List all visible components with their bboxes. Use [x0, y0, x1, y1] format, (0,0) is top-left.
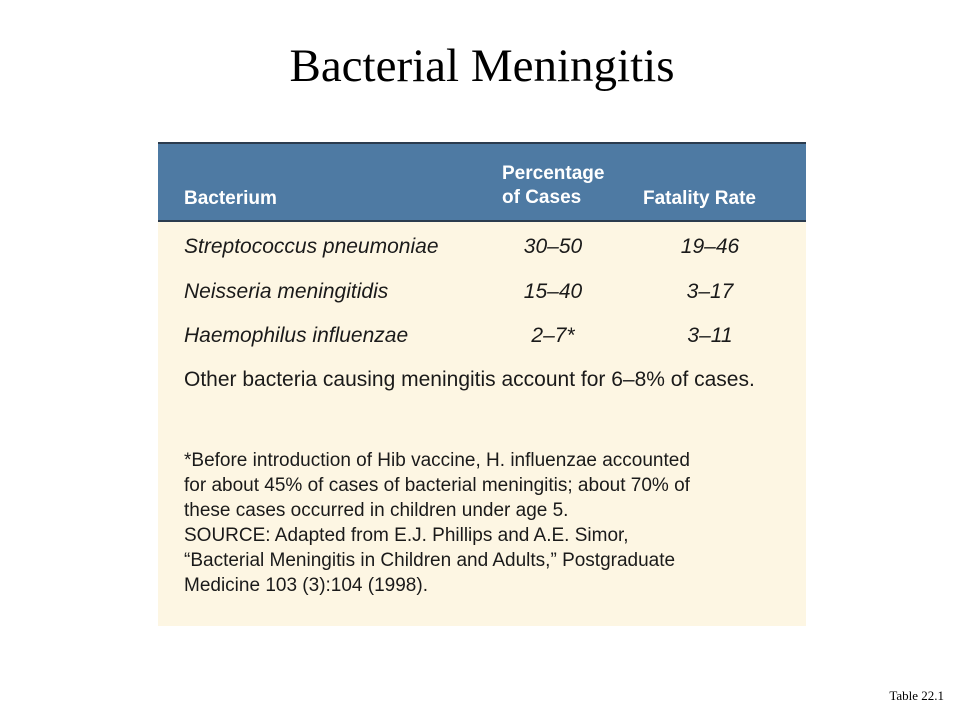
header-percentage-line2: of Cases [502, 187, 582, 208]
footnote-line: SOURCE: Adapted from E.J. Phillips and A.E. Simor, [184, 525, 629, 546]
cell-bacterium: Streptococcus pneumoniae [184, 235, 439, 258]
header-percentage-line1: Percentage [502, 163, 605, 184]
other-bacteria-note: Other bacteria causing meningitis account for 6–8% of cases. [184, 368, 755, 391]
cell-percentage: 30–50 [523, 235, 583, 258]
footnote-line: these cases occurred in children under age 5. [184, 500, 569, 521]
slide-title: Bacterial Meningitis [289, 40, 675, 92]
footnote-line: Medicine 103 (3):104 (1998). [184, 575, 428, 596]
header-bacterium: Bacterium [184, 188, 277, 209]
meningitis-table [158, 142, 806, 626]
table-row [158, 277, 806, 307]
table-number-label: Table 22.1 [889, 688, 944, 703]
cell-bacterium: Neisseria meningitidis [184, 280, 389, 303]
table-row [158, 232, 806, 262]
table-header [158, 142, 806, 222]
footnote-line: *Before introduction of Hib vaccine, H. influenzae accounted [184, 450, 690, 471]
table-row [158, 321, 806, 351]
cell-fatality: 3–17 [686, 280, 734, 303]
cell-fatality: 3–11 [687, 324, 733, 347]
footnote-line: “Bacterial Meningitis in Children and Adults,” Postgraduate [184, 550, 676, 571]
header-fatality-rate: Fatality Rate [643, 188, 756, 209]
footnote-line: for about 45% of cases of bacterial meningitis; about 70% of [184, 475, 690, 496]
cell-percentage: 2–7* [531, 324, 575, 347]
cell-fatality: 19–46 [680, 235, 740, 258]
footnote [184, 448, 794, 598]
header-percentage [502, 162, 604, 210]
cell-bacterium: Haemophilus influenzae [184, 324, 409, 347]
cell-percentage: 15–40 [523, 280, 583, 303]
